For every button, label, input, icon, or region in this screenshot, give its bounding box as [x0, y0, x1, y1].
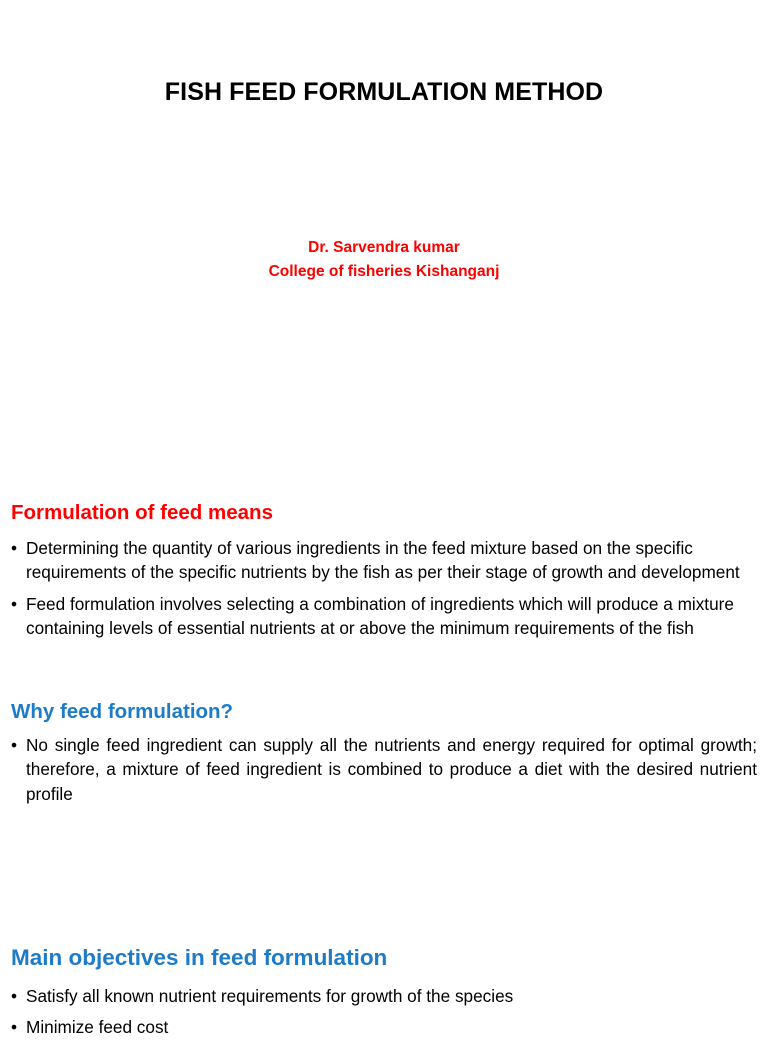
list-item-text: Satisfy all known nutrient requirements for growth of the species [26, 986, 514, 1006]
objectives-list [11, 984, 757, 1040]
list-item [11, 536, 757, 585]
list-item-text: Minimize feed cost [26, 1017, 169, 1038]
list-item-text: No single feed ingredient can supply all the nutrients and energy required for optimal growth; therefore, a mixture of feed ingredient is combined to produce a diet with the desired nutrient profile [26, 735, 757, 804]
section-heading-formulation-meaning: Formulation of feed means [11, 501, 273, 524]
slide-title: FISH FEED FORMULATION METHOD [164, 78, 604, 106]
bullet-icon: • [11, 986, 18, 1006]
author-affiliation: College of fisheries Kishanganj [268, 263, 500, 280]
feed-formulation-slide [0, 445, 768, 885]
why-formulation-list [11, 733, 757, 806]
bullet-icon: • [11, 593, 18, 614]
bullet-icon: • [11, 1017, 18, 1038]
list-item [11, 984, 757, 1008]
bullet-icon: • [11, 538, 18, 558]
objectives-slide [0, 885, 768, 1038]
list-item [11, 733, 757, 806]
list-item-text: Determining the quantity of various ingredients in the feed mixture based on the specific requirements of the specific nutrients by the fish as per their stage of growth and development [26, 538, 740, 583]
list-item [11, 1015, 757, 1039]
bullet-icon: • [11, 735, 18, 755]
section-heading-main-objectives: Main objectives in feed formulation [11, 945, 388, 970]
list-item [11, 592, 757, 641]
formulation-meaning-list [11, 536, 757, 641]
section-heading-why-formulation: Why feed formulation? [11, 700, 234, 723]
list-item-text: Feed formulation involves selecting a combination of ingredients which will produce a mixture containing levels of essential nutrients at or above the minimum requirements of the fish [26, 593, 734, 639]
author-name: Dr. Sarvendra kumar [308, 239, 460, 256]
title-slide [0, 0, 768, 445]
author-block [0, 236, 768, 284]
